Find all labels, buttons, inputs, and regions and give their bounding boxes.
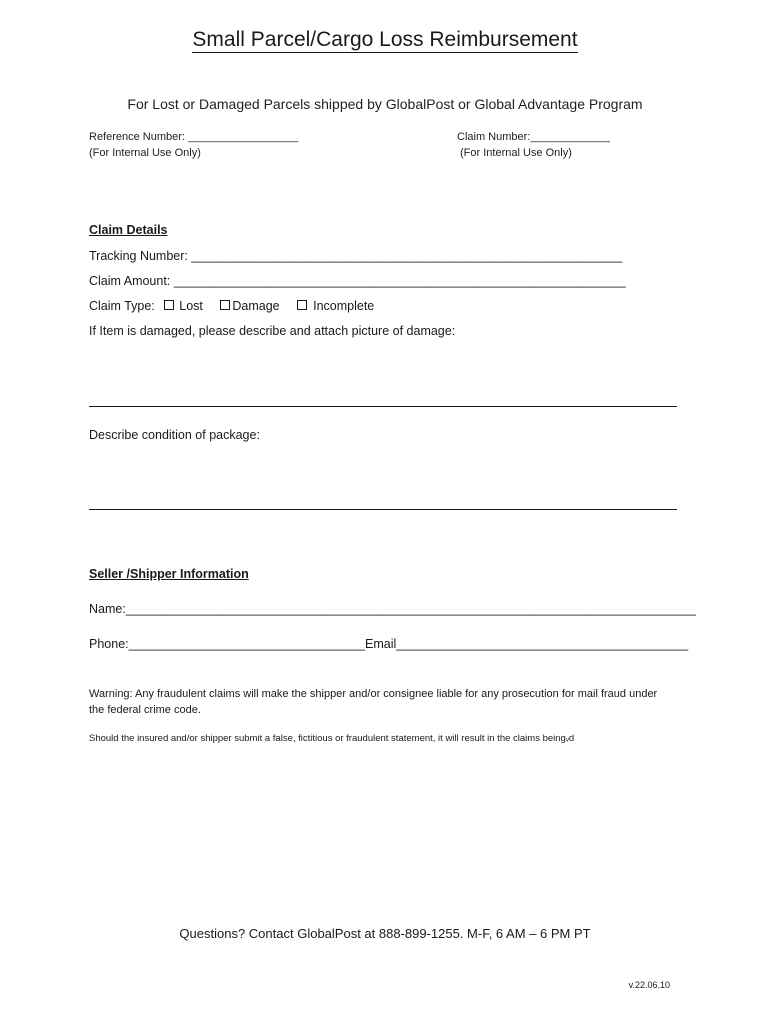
tracking-number-label: Tracking Number: xyxy=(89,249,188,263)
reference-number-field[interactable] xyxy=(89,131,298,143)
document-title-text: Small Parcel/Cargo Loss Reimbursement xyxy=(192,28,578,51)
seller-name-label: Name: xyxy=(89,602,126,616)
incomplete-option-label: Incomplete xyxy=(313,299,375,313)
claim-type-field xyxy=(89,299,374,313)
claim-number-blank[interactable]: _____________ xyxy=(530,131,610,143)
claim-number-field[interactable] xyxy=(457,131,610,143)
seller-phone-blank[interactable]: __________________________________ xyxy=(128,637,365,651)
document-title xyxy=(0,28,770,52)
reference-number-label: Reference Number: xyxy=(89,131,185,143)
tracking-number-blank[interactable]: ______________________________________________________________ xyxy=(191,249,623,263)
seller-name-field[interactable] xyxy=(89,602,696,616)
damage-description-line[interactable] xyxy=(89,406,677,407)
version-label: v.22.06.10 xyxy=(628,980,670,990)
incomplete-checkbox[interactable] xyxy=(297,300,307,310)
seller-email-label: Email xyxy=(365,637,397,651)
claim-amount-field[interactable] xyxy=(89,274,626,288)
tracking-number-field[interactable] xyxy=(89,249,622,263)
seller-email-blank[interactable]: __________________________________________ xyxy=(396,637,689,651)
seller-shipper-heading: Seller /Shipper Information xyxy=(89,567,249,581)
seller-name-blank[interactable]: __________________________________________________________________________________ xyxy=(125,602,696,616)
lost-option-label: Lost xyxy=(179,299,203,313)
package-condition-line[interactable] xyxy=(89,509,677,510)
claim-details-heading: Claim Details xyxy=(89,223,168,237)
claim-type-lost-option[interactable] xyxy=(164,299,203,313)
reference-internal-note: (For Internal Use Only) xyxy=(89,147,201,159)
seller-phone-label: Phone: xyxy=(89,637,129,651)
lost-checkbox[interactable] xyxy=(164,300,174,310)
reference-number-blank[interactable]: __________________ xyxy=(188,131,299,143)
claim-type-incomplete-option[interactable] xyxy=(297,299,374,313)
seller-contact-field[interactable] xyxy=(89,637,688,651)
fraud-warning: Warning: Any fraudulent claims will make the shipper and/or consignee liable for any prosecution for mail fraud under the federal crime code. xyxy=(89,688,658,716)
claim-type-damage-option[interactable] xyxy=(220,299,279,313)
document-subtitle: For Lost or Damaged Parcels shipped by GlobalPost or Global Advantage Program xyxy=(127,96,643,112)
damage-option-label: Damage xyxy=(232,299,280,313)
false-statement-warning: Should the insured and/or shipper submit a false, fictitious or fraudulent statement, it will result in the claims beingᵥd xyxy=(89,733,575,744)
claim-amount-blank[interactable]: _________________________________________________________________ xyxy=(173,274,626,288)
damage-checkbox[interactable] xyxy=(220,300,230,310)
claim-internal-note: (For Internal Use Only) xyxy=(460,147,572,159)
claim-type-label: Claim Type: xyxy=(89,299,155,313)
package-condition-prompt: Describe condition of package: xyxy=(89,428,260,442)
damage-description-prompt: If Item is damaged, please describe and attach picture of damage: xyxy=(89,324,456,338)
claim-amount-label: Claim Amount: xyxy=(89,274,171,288)
claim-number-label: Claim Number: xyxy=(457,131,531,143)
contact-footer: Questions? Contact GlobalPost at 888-899-1255. M-F, 6 AM – 6 PM PT xyxy=(179,926,591,941)
